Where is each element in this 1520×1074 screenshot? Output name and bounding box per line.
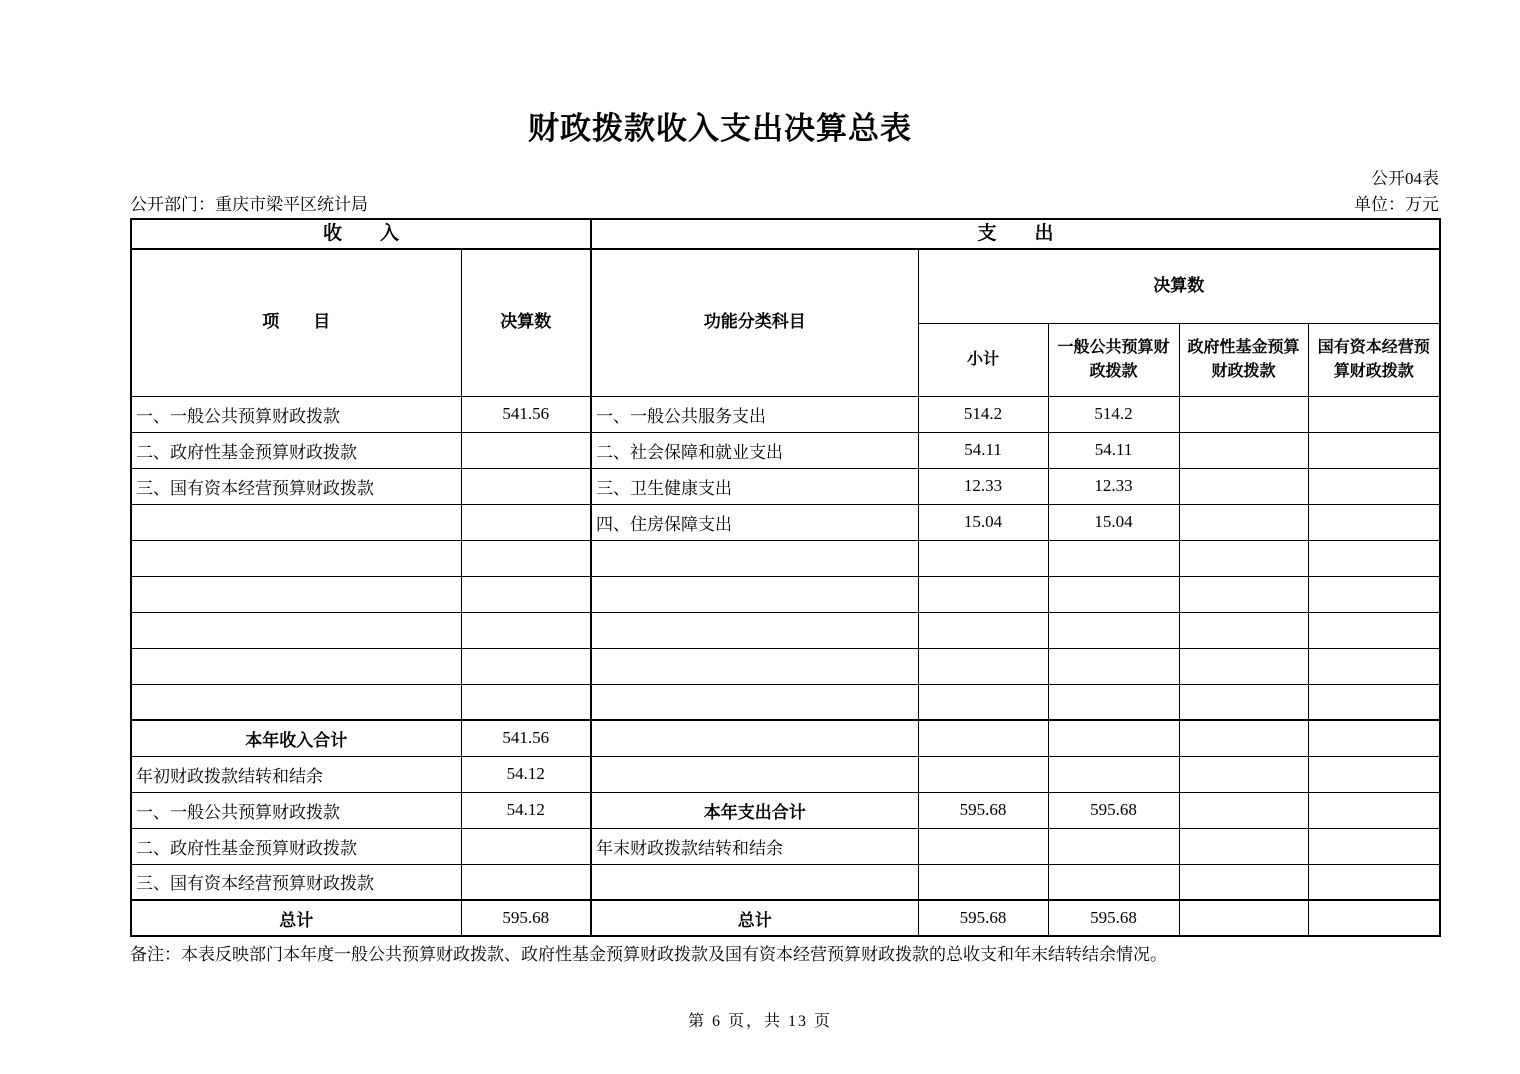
col-header-subtotal: 小计 <box>918 323 1048 396</box>
expense-state-capital-cell <box>1308 684 1440 720</box>
expense-subtotal-cell <box>918 648 1048 684</box>
income-amount-cell <box>461 828 591 864</box>
expense-item-cell <box>591 648 918 684</box>
expense-state-capital-cell <box>1308 648 1440 684</box>
table-body <box>131 396 1440 936</box>
expense-subtotal-cell <box>918 756 1048 792</box>
expense-item-cell <box>591 684 918 720</box>
expense-subtotal-cell: 12.33 <box>918 468 1048 504</box>
income-item-cell: 三、国有资本经营预算财政拨款 <box>131 468 461 504</box>
table-row <box>131 612 1440 648</box>
expense-item-cell: 三、卫生健康支出 <box>591 468 918 504</box>
expense-state-capital-cell <box>1308 792 1440 828</box>
budget-table <box>130 218 1441 937</box>
expense-state-capital-cell <box>1308 540 1440 576</box>
expense-subtotal-cell <box>918 864 1048 900</box>
col-header-function: 功能分类科目 <box>591 249 918 396</box>
col-header-item: 项 目 <box>131 249 461 396</box>
table-row <box>131 720 1440 756</box>
expense-item-cell: 本年支出合计 <box>591 792 918 828</box>
expense-state-capital-cell <box>1308 576 1440 612</box>
income-amount-cell <box>461 576 591 612</box>
income-amount-cell: 541.56 <box>461 396 591 432</box>
income-amount-cell <box>461 864 591 900</box>
table-header <box>131 219 1440 396</box>
expense-general-budget-cell <box>1048 756 1179 792</box>
table-row <box>131 648 1440 684</box>
table-row <box>131 396 1440 432</box>
expense-govt-fund-cell <box>1179 396 1308 432</box>
income-amount-cell <box>461 684 591 720</box>
table-row <box>131 432 1440 468</box>
expense-item-cell: 二、社会保障和就业支出 <box>591 432 918 468</box>
expense-section-header: 支 出 <box>591 219 1440 249</box>
expense-item-cell <box>591 576 918 612</box>
income-item-cell <box>131 612 461 648</box>
income-section-header: 收 入 <box>131 219 591 249</box>
expense-general-budget-cell <box>1048 828 1179 864</box>
expense-general-budget-cell: 54.11 <box>1048 432 1179 468</box>
expense-govt-fund-cell <box>1179 576 1308 612</box>
col-header-expense-amount: 决算数 <box>918 249 1440 323</box>
expense-govt-fund-cell <box>1179 792 1308 828</box>
expense-state-capital-cell <box>1308 432 1440 468</box>
expense-govt-fund-cell <box>1179 432 1308 468</box>
expense-general-budget-cell <box>1048 576 1179 612</box>
department-label: 公开部门：重庆市梁平区统计局 <box>130 195 368 214</box>
expense-govt-fund-cell <box>1179 540 1308 576</box>
table-row <box>131 504 1440 540</box>
expense-govt-fund-cell <box>1179 900 1308 936</box>
section-header-row <box>131 219 1440 249</box>
expense-state-capital-cell <box>1308 504 1440 540</box>
expense-govt-fund-cell <box>1179 648 1308 684</box>
income-item-cell <box>131 684 461 720</box>
expense-subtotal-cell: 15.04 <box>918 504 1048 540</box>
income-item-cell: 三、国有资本经营预算财政拨款 <box>131 864 461 900</box>
expense-subtotal-cell <box>918 828 1048 864</box>
income-item-cell <box>131 648 461 684</box>
expense-item-cell <box>591 864 918 900</box>
expense-subtotal-cell: 54.11 <box>918 432 1048 468</box>
page-title: 财政拨款收入支出决算总表 <box>528 111 912 146</box>
expense-state-capital-cell <box>1308 864 1440 900</box>
column-header-row-1 <box>131 249 1440 323</box>
expense-govt-fund-cell <box>1179 504 1308 540</box>
income-item-cell: 本年收入合计 <box>131 720 461 756</box>
expense-state-capital-cell <box>1308 396 1440 432</box>
income-item-cell: 二、政府性基金预算财政拨款 <box>131 432 461 468</box>
col-header-govt-fund: 政府性基金预算财政拨款 <box>1179 323 1308 396</box>
income-item-cell: 总计 <box>131 900 461 936</box>
expense-general-budget-cell <box>1048 720 1179 756</box>
income-item-cell: 二、政府性基金预算财政拨款 <box>131 828 461 864</box>
income-item-cell: 年初财政拨款结转和结余 <box>131 756 461 792</box>
expense-item-cell: 四、住房保障支出 <box>591 504 918 540</box>
expense-govt-fund-cell <box>1179 864 1308 900</box>
expense-general-budget-cell: 595.68 <box>1048 900 1179 936</box>
income-amount-cell <box>461 612 591 648</box>
expense-subtotal-cell: 514.2 <box>918 396 1048 432</box>
expense-state-capital-cell <box>1308 756 1440 792</box>
income-item-cell: 一、一般公共预算财政拨款 <box>131 792 461 828</box>
income-amount-cell: 54.12 <box>461 792 591 828</box>
unit-label: 单位：万元 <box>1354 195 1439 214</box>
income-amount-cell: 541.56 <box>461 720 591 756</box>
expense-general-budget-cell: 595.68 <box>1048 792 1179 828</box>
expense-general-budget-cell <box>1048 864 1179 900</box>
expense-subtotal-cell <box>918 540 1048 576</box>
expense-govt-fund-cell <box>1179 756 1308 792</box>
expense-item-cell: 总计 <box>591 900 918 936</box>
expense-general-budget-cell: 12.33 <box>1048 468 1179 504</box>
expense-subtotal-cell <box>918 720 1048 756</box>
table-row <box>131 756 1440 792</box>
expense-subtotal-cell <box>918 576 1048 612</box>
expense-subtotal-cell <box>918 612 1048 648</box>
expense-item-cell: 年末财政拨款结转和结余 <box>591 828 918 864</box>
income-item-cell <box>131 576 461 612</box>
income-amount-cell <box>461 504 591 540</box>
table-row <box>131 576 1440 612</box>
expense-state-capital-cell <box>1308 468 1440 504</box>
expense-item-cell: 一、一般公共服务支出 <box>591 396 918 432</box>
meta-row <box>130 192 1439 218</box>
expense-state-capital-cell <box>1308 900 1440 936</box>
expense-state-capital-cell <box>1308 828 1440 864</box>
table-row <box>131 900 1440 936</box>
expense-item-cell <box>591 612 918 648</box>
footnote: 备注：本表反映部门本年度一般公共预算财政拨款、政府性基金预算财政拨款及国有资本经营预算财政拨款的总收支和年末结转结余情况。 <box>130 945 1167 964</box>
expense-general-budget-cell <box>1048 648 1179 684</box>
expense-subtotal-cell <box>918 684 1048 720</box>
table-row <box>131 864 1440 900</box>
expense-general-budget-cell: 514.2 <box>1048 396 1179 432</box>
expense-item-cell <box>591 540 918 576</box>
expense-govt-fund-cell <box>1179 720 1308 756</box>
income-amount-cell <box>461 468 591 504</box>
table-row <box>131 468 1440 504</box>
income-item-cell <box>131 540 461 576</box>
expense-subtotal-cell: 595.68 <box>918 792 1048 828</box>
col-header-general-budget: 一般公共预算财政拨款 <box>1048 323 1179 396</box>
income-amount-cell: 54.12 <box>461 756 591 792</box>
table-row <box>131 828 1440 864</box>
expense-govt-fund-cell <box>1179 612 1308 648</box>
table-row <box>131 540 1440 576</box>
expense-general-budget-cell <box>1048 684 1179 720</box>
income-amount-cell <box>461 540 591 576</box>
col-header-state-capital: 国有资本经营预算财政拨款 <box>1308 323 1440 396</box>
expense-govt-fund-cell <box>1179 468 1308 504</box>
page-number: 第 6 页，共 13 页 <box>687 1013 832 1030</box>
col-header-income-amount: 决算数 <box>461 249 591 396</box>
expense-general-budget-cell <box>1048 540 1179 576</box>
income-item-cell: 一、一般公共预算财政拨款 <box>131 396 461 432</box>
expense-general-budget-cell: 15.04 <box>1048 504 1179 540</box>
expense-general-budget-cell <box>1048 612 1179 648</box>
income-item-cell <box>131 504 461 540</box>
income-amount-cell: 595.68 <box>461 900 591 936</box>
expense-state-capital-cell <box>1308 720 1440 756</box>
income-amount-cell <box>461 432 591 468</box>
expense-item-cell <box>591 720 918 756</box>
table-row <box>131 684 1440 720</box>
expense-govt-fund-cell <box>1179 828 1308 864</box>
expense-govt-fund-cell <box>1179 684 1308 720</box>
expense-state-capital-cell <box>1308 612 1440 648</box>
table-code: 公开04表 <box>1371 169 1439 188</box>
income-amount-cell <box>461 648 591 684</box>
meta-block <box>130 166 1439 218</box>
expense-item-cell <box>591 756 918 792</box>
table-row <box>131 792 1440 828</box>
expense-subtotal-cell: 595.68 <box>918 900 1048 936</box>
